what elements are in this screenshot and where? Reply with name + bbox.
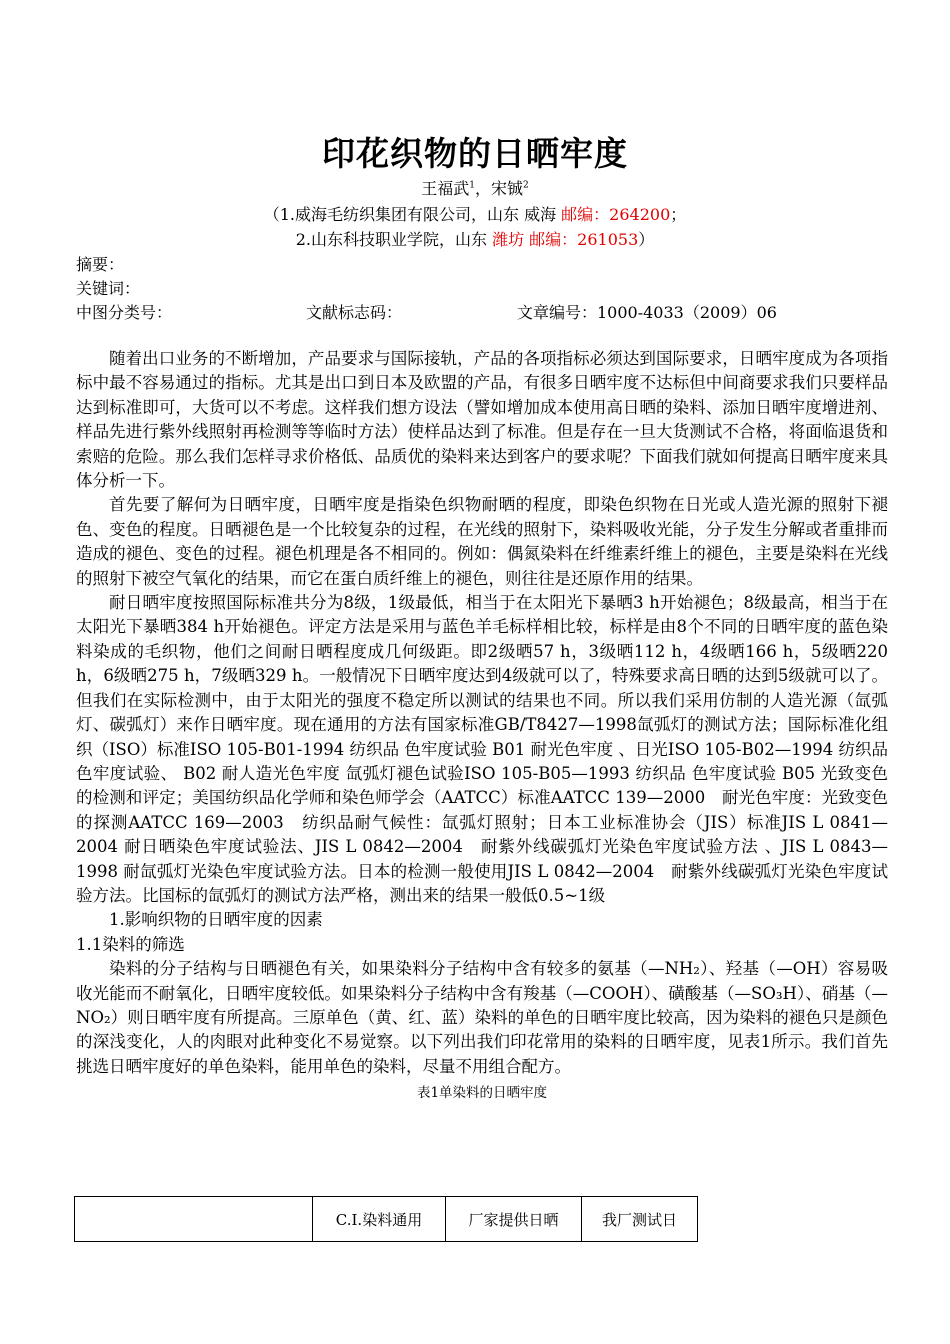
document-code-label: 文献标志码： — [306, 303, 403, 322]
affiliation-line-1 — [0, 202, 950, 225]
paragraph-dye-selection: 染料的分子结构与日晒褪色有关，如果染料分子结构中含有较多的氨基（—NH₂）、羟基（—OH）容易吸收光能而不耐氧化，日晒牢度较低。如果染料分子结构中含有羧基（—COOH）、磺酸基（—SO₃H）、硝基（—NO₂）则日晒牢度有所提高。三原单色（黄、红、蓝）染料的单色的日晒牢度比较高，因为染料的褪色只是颜色的深浅变化，人的肉眼对此种变化不易觉察。以下列出我们印花常用的染料的日晒牢度，见表1所示。我们首先挑选日晒牢度好的单色染料，能用单色的染料，尽量不用组合配方。 — [76, 959, 888, 1076]
affiliation-line-2 — [0, 227, 950, 250]
section-heading-1-1: 1.1染料的筛选 — [76, 934, 185, 954]
table-header-cell: 我厂测试日 — [582, 1197, 698, 1242]
table-header-cell: 厂家提供日晒 — [446, 1197, 582, 1242]
author-2-affiliation-mark: 2 — [523, 180, 529, 191]
article-number: 文章编号：1000-4033（2009）06 — [517, 303, 777, 322]
paragraph-standards: 耐日晒牢度按照国际标准共分为8级，1级最低，相当于在太阳光下暴晒3 h开始褪色；8级最高，相当于在太阳光下暴晒384 h开始褪色。评定方法是采用与蓝色羊毛标样相比较，标样是由8个不同的日晒牢度的蓝色染料染成的毛织物，他们之间耐日晒程度成几何级距。即2级晒57 h，3级晒112 h，4级晒166 h，5级晒220 h，6级晒275 h，7级晒329 h。一般情况下日晒牢度达到4级就可以了，特殊要求高日晒的达到5级就可以了。但我们在实际检测中，由于太阳光的强度不稳定所以测试的结果也不同。所以我们采用仿制的人造光源（氙弧灯、碳弧灯）来作日晒牢度。现在通用的方法有国家标准GB/T8427—1998氙弧灯的测试方法；国际标准化组织（ISO）标准ISO 105-B01-1994 纺织品 色牢度试验 B01 耐光色牢度 、日光ISO 105-B02—1994 纺织品 色牢度试验、 B02 耐人造光色牢度 氙弧灯褪色试验ISO 105-B05—1993 纺织品 色牢度试验 B05 光致变色的检测和评定；美国纺织品化学师和染色师学会（AATCC）标准AATCC 139—2000 耐光色牢度：光致变色的探测AATCC 169—2003 纺织品耐气候性：氙弧灯照射；日本工业标准协会（JIS）标准JIS L 0841—2004 耐日晒染色牢度试验法、JIS L 0842—2004 耐紫外线碳弧灯光染色牢度试验方法 、JIS L 0843—1998 耐氙弧灯光染色牢度试验方法。日本的检测一般使用JIS L 0842—2004 耐紫外线碳弧灯光染色牢度试验方法。比国标的氙弧灯的测试方法严格，测出来的结果一般低0.5~1级 — [76, 593, 888, 905]
affiliation-2-postcode: 潍坊 邮编：261053 — [492, 230, 639, 249]
clc-label: 中图分类号： — [76, 303, 173, 322]
table-header-cell — [75, 1197, 313, 1242]
paragraph-intro: 随着出口业务的不断增加，产品要求与国际接轨，产品的各项指标必须达到国际要求，日晒牢度成为各项指标中最不容易通过的指标。尤其是出口到日本及欧盟的产品，有很多日晒牢度不达标但中间商要求我们只要样品达到标准即可，大货可以不考虑。这样我们想方设法（譬如增加成本使用高日晒的染料、添加日晒牢度增进剂、样品先进行紫外线照射再检测等等临时方法）使样品达到了标准。但是存在一旦大货测试不合格，将面临退货和索赔的危险。那么我们怎样寻求价格低、品质优的染料来达到客户的要求呢？下面我们就如何提高日晒牢度来具体分析一下。 — [76, 349, 888, 491]
author-1-affiliation-mark: 1 — [469, 180, 475, 191]
paper-title: 印花织物的日晒牢度 — [322, 134, 628, 173]
table-header-row — [75, 1197, 698, 1242]
section-heading-1: 1.影响织物的日晒牢度的因素 — [109, 910, 323, 930]
affiliation-2-end: ） — [638, 230, 655, 249]
table-caption: 表1单染料的日晒牢度 — [416, 1085, 548, 1102]
dye-fastness-table — [74, 1196, 698, 1242]
abstract-label: 摘要： — [76, 255, 125, 274]
author-1: 王福武 — [421, 179, 470, 198]
keywords-label: 关键词： — [76, 279, 141, 298]
affiliation-2-text: 2.山东科技职业学院，山东 — [295, 230, 493, 249]
author-2: 宋铖 — [491, 179, 524, 198]
affiliation-1-postcode: 邮编：264200 — [561, 205, 671, 224]
classification-row — [76, 300, 876, 322]
affiliation-1-text: （1.威海毛纺织集团有限公司，山东 威海 — [263, 205, 562, 224]
authors-line — [0, 176, 950, 199]
body-text — [76, 347, 888, 1103]
author-separator: ， — [474, 179, 491, 198]
paragraph-definition: 首先要了解何为日晒牢度，日晒牢度是指染色织物耐晒的程度，即染色织物在日光或人造光源的照射下褪色、变色的程度。日晒褪色是一个比较复杂的过程，在光线的照射下，染料吸收光能，分子发生分解或者重排而造成的褪色、变色的过程。褪色机理是各不相同的。例如：偶氮染料在纤维素纤维上的褪色，主要是染料在光线的照射下被空气氧化的结果，而它在蛋白质纤维上的褪色，则往往是还原作用的结果。 — [76, 495, 888, 588]
table-header-cell: C.I.染料通用 — [313, 1197, 446, 1242]
affiliation-1-end: ； — [670, 205, 687, 224]
